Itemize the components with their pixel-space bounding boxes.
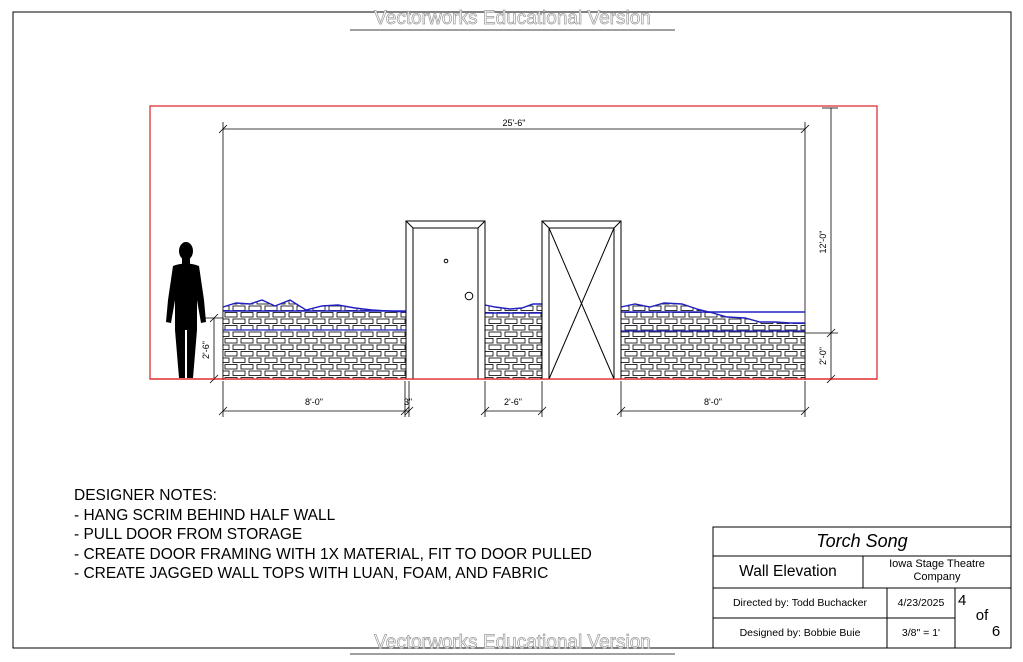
left-wall-dimension: 8'-0" xyxy=(305,397,323,407)
watermark-top: Vectorworks Educational Version xyxy=(350,9,675,31)
drawing-title: Wall Elevation xyxy=(739,563,837,580)
drawing-date: 4/23/2025 xyxy=(897,597,945,609)
mid-wall-dimension: 2'-6" xyxy=(504,397,522,407)
overall-height-label: 12'-0" xyxy=(818,230,828,254)
frame-gap-dimension: 3" xyxy=(403,397,413,407)
show-title: Torch Song xyxy=(816,531,908,551)
door-with-frame xyxy=(406,221,485,379)
drawing-scale: 3/8" = 1' xyxy=(901,627,941,639)
note-item: - CREATE DOOR FRAMING WITH 1X MATERIAL, FIT TO DOOR PULLED xyxy=(74,545,592,563)
right-half-wall xyxy=(621,303,805,379)
figure-height-label: 2'-6" xyxy=(201,341,211,359)
designed-by: Designed by: Bobbie Buie xyxy=(739,627,861,639)
designer-notes xyxy=(74,486,592,584)
sheet-of: of xyxy=(975,607,989,624)
company-name: Iowa Stage Theatre Company xyxy=(889,558,985,583)
sheet-total: 6 xyxy=(991,623,1001,640)
sheet-number: 4 xyxy=(958,592,967,609)
note-item: - HANG SCRIM BEHIND HALF WALL xyxy=(74,506,336,524)
right-wall-dimension: 8'-0" xyxy=(704,397,722,407)
note-item: - PULL DOOR FROM STORAGE xyxy=(74,526,303,543)
note-item: - CREATE JAGGED WALL TOPS WITH LUAN, FOAM, AND FABRIC xyxy=(74,565,549,582)
framed-opening xyxy=(542,221,621,379)
directed-by: Directed by: Todd Buchacker xyxy=(732,597,868,609)
left-half-wall xyxy=(223,300,406,379)
human-figure xyxy=(166,242,206,378)
overall-width-label: 25'-6" xyxy=(502,118,526,128)
middle-half-wall xyxy=(485,304,542,379)
watermark-bottom: Vectorworks Educational Version xyxy=(350,633,675,655)
notes-heading: DESIGNER NOTES: xyxy=(74,487,217,504)
wall-height-label: 2'-0" xyxy=(818,347,828,365)
